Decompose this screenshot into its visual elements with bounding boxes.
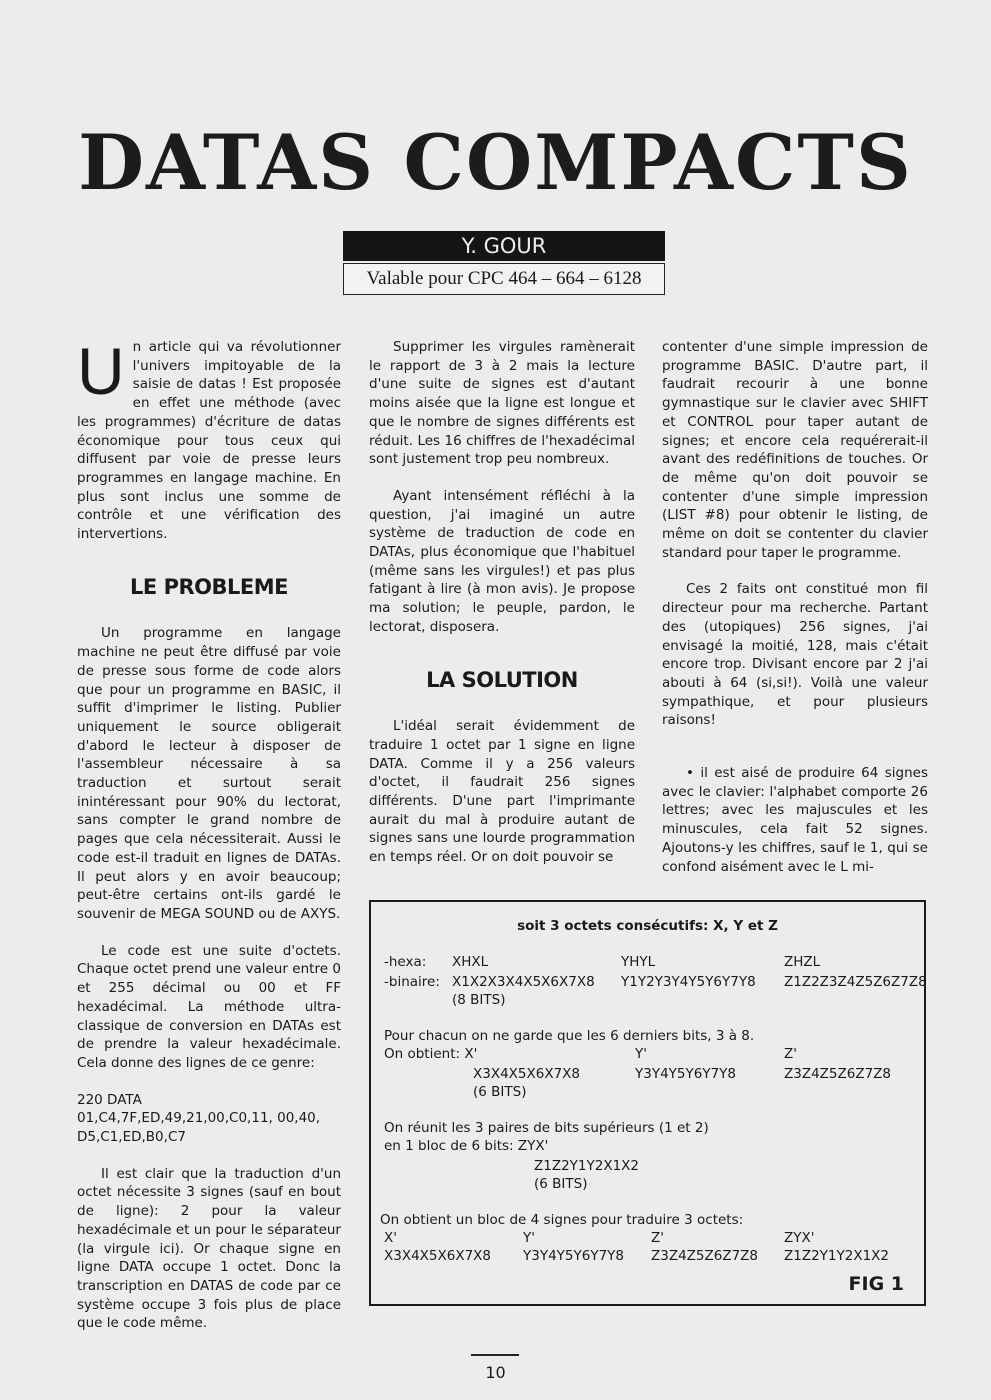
keep-line: Pour chacun on ne garde que les 6 derniers bits, 3 à 8.	[384, 1028, 755, 1044]
bits-8-note: (8 BITS)	[452, 992, 506, 1008]
binary-z: Z1Z2Z3Z4Z5Z6Z7Z8	[784, 974, 927, 990]
figure-1	[369, 900, 926, 1306]
code-sample: 220 DATA 01,C4,7F,ED,49,21,00,C0,11, 00,40, D5,C1,ED,B0,C7	[77, 1091, 321, 1146]
column-3	[662, 338, 928, 876]
binary-y: Y1Y2Y3Y4Y5Y6Y7Y8	[621, 974, 756, 990]
final-x-prime: X'	[384, 1230, 397, 1246]
intro-text: n article qui va révolutionner l'univers impitoyable de la saisie de datas ! Est proposée en effet une méthode (avec les programmes) d'écriture de datas économique pour tous ceux qui diffusent par voie de presse leurs programmes en langage machine. En plus sont inclus une somme de contrôle et une vérification des intervertions.	[77, 339, 341, 543]
zyx-bits: Z1Z2Y1Y2X1X2	[534, 1158, 640, 1174]
bits-6-note: (6 BITS)	[473, 1084, 527, 1100]
paragraph: contenter d'une simple impression de programme BASIC. D'autre part, il faudrait recourir à une bonne gymnastique sur le clavier avec SHIFT et CONTROL pour taper autant de signes; et encore cela requérerait-il avant des redéfinitions de touches. Or de même qu'on doit pouvoir se contenter d'une simple impression (LIST #8) pour obtenir le listing, de même on doit se contenter du clavier standard pour taper le programme.	[662, 339, 928, 561]
x-six-bits: X3X4X5X6X7X8	[473, 1066, 581, 1082]
binary-label: -binaire:	[384, 974, 440, 990]
figure-title: soit 3 octets consécutifs: X, Y et Z	[517, 918, 778, 934]
final-z: Z3Z4Z5Z6Z7Z8	[651, 1248, 759, 1264]
author-banner: Y. GOUR	[343, 231, 665, 261]
paragraph: Ayant intensément réfléchi à la question, j'ai imaginé un autre système de traduction de code en DATAs, plus économique que l'habituel (même sans les virgules!) et pas plus fatigant à lire (à mon avis). Je propose ma solution; le peuple, pardon, le lectorat, disposera.	[369, 487, 635, 635]
paragraph: • il est aisé de produire 64 signes avec le clavier: l'alphabet comporte 26 lettres; avec les majuscules et les minuscules, cela fait 52 signes. Ajoutons-y les chiffres, sauf le 1, qui se confond aisément avec le L mi-	[662, 765, 928, 875]
final-y-prime: Y'	[523, 1230, 535, 1246]
final-x: X3X4X5X6X7X8	[384, 1248, 492, 1264]
final-zyx-prime: ZYX'	[784, 1230, 815, 1246]
final-z-prime: Z'	[651, 1230, 664, 1246]
column-1	[77, 334, 341, 1333]
article-title: DATAS COMPACTS	[78, 118, 913, 207]
paragraph: Le code est une suite d'octets. Chaque octet prend une valeur entre 0 et 255 décimal ou 00 et FF hexadécimal. La méthode ultra-classique de conversion en DATAs est de prendre la valeur hexadécimale. Cela donne des lignes de ce genre:	[77, 942, 341, 1071]
final-zyx: Z1Z2Y1Y2X1X2	[784, 1248, 890, 1264]
y-six-bits: Y3Y4Y5Y6Y7Y8	[635, 1066, 737, 1082]
hexa-z: ZHZL	[784, 954, 821, 970]
page-number: 10	[485, 1363, 506, 1382]
compatibility-note: Valable pour CPC 464 – 664 – 6128	[343, 263, 665, 295]
paragraph: Ces 2 faits ont constitué mon fil directeur pour ma recherche. Partant des (utopiques) 256 signes, j'ai envisagé la moitié, 128, mais c'était encore trop. Divisant encore par 2 j'ai abouti à 64 (si,si!). Voilà une valeur sympathique, et pour plusieurs raisons!	[662, 581, 928, 729]
z-six-bits: Z3Z4Z5Z6Z7Z8	[784, 1066, 892, 1082]
paragraph: Supprimer les virgules ramènerait le rapport de 3 à 2 mais la lecture d'une suite de signes est d'autant moins aisée que la ligne est longue et que le nombre de signes différents est réduit. Les 16 chiffres de l'hexadécimal sont justement trop peu nombreux.	[369, 339, 635, 468]
footer-rule	[471, 1354, 519, 1356]
final-y: Y3Y4Y5Y6Y7Y8	[523, 1248, 625, 1264]
y-prime: Y'	[635, 1046, 647, 1062]
reunite-line-1: On réunit les 3 paires de bits supérieurs (1 et 2)	[384, 1120, 709, 1136]
reunite-line-2: en 1 bloc de 6 bits: ZYX'	[384, 1138, 549, 1154]
block-line: On obtient un bloc de 4 signes pour traduire 3 octets:	[380, 1212, 744, 1228]
intro-paragraph	[77, 334, 341, 544]
heading-solution: LA SOLUTION	[426, 667, 578, 692]
obtain-label: On obtient: X'	[384, 1046, 478, 1062]
hexa-x: XHXL	[452, 954, 489, 970]
hexa-y: YHYL	[621, 954, 656, 970]
paragraph: Il est clair que la traduction d'un octet nécessite 3 signes (sauf en bout de ligne): 2 pour la valeur hexadécimale et un pour le séparateur (la virgule ici). Or chaque signe en ligne DATA occupe 1 octet. Donc la transcription en DATAS de code par ce système occupe 3 fois plus de place que le code même.	[77, 1165, 341, 1332]
heading-probleme: LE PROBLEME	[130, 574, 288, 599]
binary-x: X1X2X3X4X5X6X7X8	[452, 974, 595, 990]
figure-label: FIG 1	[848, 1273, 904, 1295]
drop-cap: U	[77, 334, 125, 408]
column-2	[369, 338, 635, 867]
paragraph: L'idéal serait évidemment de traduire 1 octet par 1 signe en ligne DATA. Comme il y a 256 valeurs d'octet, il faudrait 256 signes différents. D'une part l'imprimante aurait du mal à produire autant de signes sans une lourde programmation en temps réel. Or on doit pouvoir se	[369, 718, 635, 866]
hexa-label: -hexa:	[384, 954, 427, 970]
paragraph: Un programme en langage machine ne peut être diffusé par voie de presse sous forme de code alors que pour un programme en BASIC, il suffit d'imprimer le listing. Publier uniquement le source obligerait d'abord le lecteur à disposer de l'assembleur nécessaire à sa traduction et surtout serait inintéressant pour 90% du lectorat, sans compter le grand nombre de pages que cela nécessiterait. Aussi le code est-il traduit en lignes de DATAs. Il peut alors y en avoir beaucoup; peut-être certains ont-ils gardé le souvenir de MEGA SOUND ou de AXYS.	[77, 625, 341, 922]
bits-6b-note: (6 BITS)	[534, 1176, 588, 1192]
z-prime: Z'	[784, 1046, 797, 1062]
